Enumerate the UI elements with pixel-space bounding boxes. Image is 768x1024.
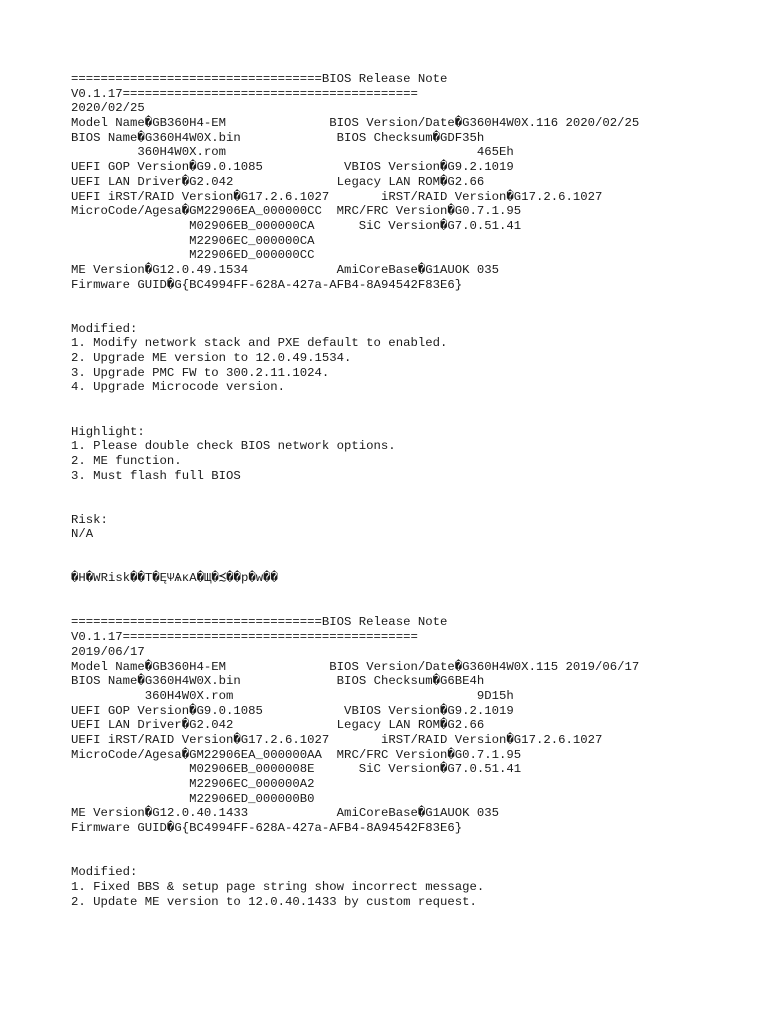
text-line: Modified: bbox=[71, 321, 138, 336]
text-line bbox=[71, 557, 639, 572]
text-line: M22906ED_000000CC bbox=[71, 248, 315, 263]
text-line: Highlight: bbox=[71, 424, 145, 439]
text-line: V0.1.17======================================== bbox=[71, 630, 418, 645]
text-line: Model Name�GB360H4-EM BIOS Version/Date�G360H4W0X.115 2019/06/17 bbox=[71, 659, 640, 674]
text-line: M02906EB_0000008E SiC Version�G7.0.51.41 bbox=[71, 762, 522, 777]
text-line: UEFI GOP Version�G9.0.1085 VBIOS Version�G9.2.1019 bbox=[71, 703, 514, 718]
text-line: 2. Update ME version to 12.0.40.1433 by custom request. bbox=[71, 894, 477, 909]
text-line: 360H4W0X.rom 465Eh bbox=[71, 145, 514, 160]
text-line: M02906EB_000000CA SiC Version�G7.0.51.41 bbox=[71, 218, 522, 233]
text-line bbox=[71, 542, 639, 557]
text-line: ==================================BIOS Release Note bbox=[71, 72, 448, 86]
text-line: UEFI LAN Driver�G2.042 Legacy LAN ROM�G2.66 bbox=[71, 718, 485, 733]
text-line: 3. Upgrade PMC FW to 300.2.11.1024. bbox=[71, 365, 330, 380]
text-line bbox=[71, 483, 639, 498]
text-line: UEFI iRST/RAID Version�G17.2.6.1027 iRST/RAID Version�G17.2.6.1027 bbox=[71, 732, 603, 747]
text-line: ==================================BIOS Release Note bbox=[71, 615, 448, 630]
text-line: M22906ED_000000B0 bbox=[71, 791, 315, 806]
text-line: Firmware GUID�G{BC4994FF-628A-427a-AFB4-8A94542F83E6} bbox=[71, 821, 463, 836]
text-line: M22906EC_000000CA bbox=[71, 233, 315, 248]
text-line: 360H4W0X.rom 9D15h bbox=[71, 688, 514, 703]
text-line: Firmware GUID�G{BC4994FF-628A-427a-AFB4-8A94542F83E6} bbox=[71, 277, 463, 292]
text-line: UEFI LAN Driver�G2.042 Legacy LAN ROM�G2.66 bbox=[71, 174, 485, 189]
text-line: 2. Upgrade ME version to 12.0.49.1534. bbox=[71, 351, 352, 366]
text-line: UEFI iRST/RAID Version�G17.2.6.1027 iRST/RAID Version�G17.2.6.1027 bbox=[71, 189, 603, 204]
release-note-text bbox=[71, 72, 639, 909]
text-line: N/A bbox=[71, 527, 94, 542]
text-line: 2019/06/17 bbox=[71, 644, 145, 659]
text-line: Model Name�GB360H4-EM BIOS Version/Date�G360H4W0X.116 2020/02/25 bbox=[71, 116, 640, 131]
text-line bbox=[71, 850, 639, 865]
text-line bbox=[71, 395, 639, 410]
text-line: V0.1.17======================================== bbox=[71, 86, 418, 101]
text-line: M22906EC_000000A2 bbox=[71, 777, 315, 791]
text-line: Modified: bbox=[71, 865, 138, 880]
text-line: �H�WRisk��T�ĘΨѦκA�Щ�≾��p�w�� bbox=[71, 571, 278, 586]
text-line: MicroCode/Agesa�GM22906EA_000000AA MRC/FRC Version�G0.7.1.95 bbox=[71, 747, 522, 762]
text-line bbox=[71, 586, 639, 601]
text-line bbox=[71, 410, 639, 425]
text-line: ME Version�G12.0.40.1433 AmiCoreBase�G1AUOK 035 bbox=[71, 806, 500, 821]
text-line: 4. Upgrade Microcode version. bbox=[71, 380, 286, 395]
text-line: MicroCode/Agesa�GM22906EA_000000CC MRC/FRC Version�G0.7.1.95 bbox=[71, 204, 522, 219]
text-line: 1. Fixed BBS & setup page string show incorrect message. bbox=[71, 879, 485, 894]
text-line: 3. Must flash full BIOS bbox=[71, 468, 241, 483]
text-line: BIOS Name�G360H4W0X.bin BIOS Checksum�G6BE4h bbox=[71, 674, 485, 689]
text-line: 1. Please double check BIOS network options. bbox=[71, 439, 396, 454]
text-line bbox=[71, 836, 639, 851]
text-line: BIOS Name�G360H4W0X.bin BIOS Checksum�GDF35h bbox=[71, 130, 485, 145]
text-line: UEFI GOP Version�G9.0.1085 VBIOS Version�G9.2.1019 bbox=[71, 160, 514, 175]
text-line bbox=[71, 307, 639, 322]
text-line bbox=[71, 498, 639, 513]
text-line bbox=[71, 601, 639, 616]
text-line: 2. ME function. bbox=[71, 453, 182, 468]
text-line: ME Version�G12.0.49.1534 AmiCoreBase�G1AUOK 035 bbox=[71, 262, 500, 277]
text-line bbox=[71, 292, 639, 307]
text-line: 2020/02/25 bbox=[71, 101, 145, 116]
text-line: Risk: bbox=[71, 512, 108, 527]
text-line: 1. Modify network stack and PXE default to enabled. bbox=[71, 336, 448, 351]
